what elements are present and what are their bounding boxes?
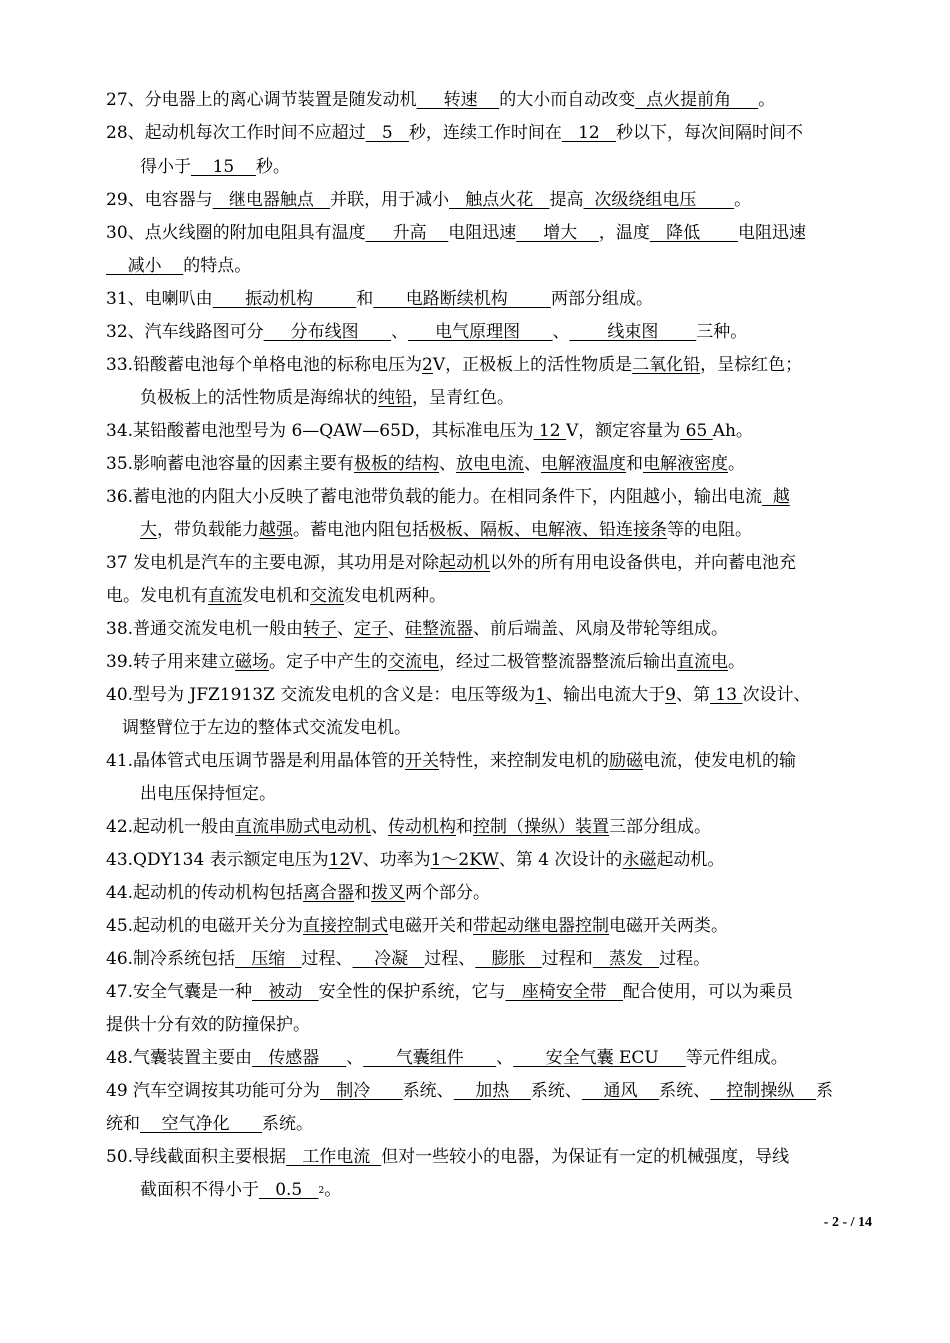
text-segment: 47.安全气囊是一种 [106, 982, 253, 1002]
answer-blank: 座椅安全带 [505, 982, 623, 1002]
text-segment: 和 [456, 817, 474, 837]
answer-blank: 拨叉 [371, 883, 406, 903]
text-segment: 配合使用，可以为乘员 [622, 982, 793, 1002]
text-segment: ，温度 [598, 223, 650, 243]
text-line [0, 584, 950, 608]
text-segment: 秒以下，每次间隔时间不 [615, 123, 803, 143]
text-segment: 调整臂位于左边的整体式交流发电机。 [122, 718, 411, 738]
text-segment: 系统。 [262, 1114, 314, 1134]
text-line [0, 1178, 950, 1202]
text-segment: 次设计、 [742, 685, 811, 705]
answer-blank: 直流串励式电动机 [235, 817, 372, 837]
text-segment: 。 [728, 454, 746, 474]
answer-blank: 硅整流器 [405, 619, 474, 639]
text-segment: ，呈青红色。 [412, 388, 514, 408]
text-segment: 。定子中产生的 [269, 652, 389, 672]
text-segment: 过程。 [659, 949, 711, 969]
answer-blank: 气囊组件 [363, 1048, 497, 1068]
text-segment: 安全性的保护系统，它与 [318, 982, 506, 1002]
answer-blank: 冷凝 [352, 949, 425, 969]
text-segment: 。 [734, 190, 752, 210]
text-segment: 电。发电机有 [106, 586, 208, 606]
text-segment: 等元件组成。 [685, 1048, 788, 1068]
text-line [0, 254, 950, 278]
text-segment: 三种。 [696, 322, 748, 342]
answer-blank: 永磁 [622, 850, 657, 870]
text-segment: 两部分组成。 [550, 289, 653, 309]
text-line [0, 1013, 950, 1037]
answer-blank: 通风 [581, 1081, 660, 1101]
text-segment: 29、电容器与 [106, 190, 213, 210]
answer-blank: 二氧化铅 [632, 355, 701, 375]
answer-blank: 电气原理图 [408, 322, 553, 342]
text-segment: ，经过二极管整流器整流后输出 [439, 652, 678, 672]
text-segment: 41.晶体管式电压调节器是利用晶体管的 [106, 751, 406, 771]
text-segment: 系 [815, 1081, 833, 1101]
text-line [0, 386, 950, 410]
text-line [0, 485, 950, 509]
text-segment: 特性，来控制发电机的 [439, 751, 610, 771]
answer-blank: 磁场 [235, 652, 270, 672]
text-segment: 44.起动机的传动机构包括 [106, 883, 304, 903]
answer-blank: 越 [762, 487, 790, 507]
answer-blank: 分布线图 [263, 322, 392, 342]
text-segment: 27、分电器上的离心调节装置是随发动机 [106, 90, 417, 110]
text-segment: 。 [758, 90, 776, 110]
text-segment: 系统、 [659, 1081, 711, 1101]
text-line [0, 617, 950, 641]
text-line [0, 881, 950, 905]
superscript: 2 [318, 1186, 325, 1196]
text-line [0, 353, 950, 377]
text-segment: 统和 [106, 1114, 140, 1134]
text-segment: 37 发电机是汽车的主要电源，其功用是对除 [106, 553, 440, 573]
text-segment: 和 [356, 289, 374, 309]
text-line [0, 980, 950, 1004]
answer-blank: 65 [680, 421, 713, 441]
text-line [0, 221, 950, 245]
answer-blank: 纯铅 [378, 388, 412, 408]
text-segment: 过程和 [541, 949, 593, 969]
text-segment: 秒。 [255, 157, 290, 177]
text-segment: 、 [388, 619, 406, 639]
text-segment: 和 [354, 883, 372, 903]
text-segment: 、第 4 次设计的 [498, 850, 623, 870]
answer-blank: 空气净化 [140, 1114, 263, 1134]
text-segment: 、 [496, 1048, 514, 1068]
text-segment: 49 汽车空调按其功能可分为 [106, 1081, 321, 1101]
text-line [0, 683, 950, 707]
text-segment: 以外的所有用电设备供电，并向蓄电池充 [490, 553, 797, 573]
text-segment: 系统、 [530, 1081, 582, 1101]
text-segment: 、 [371, 817, 389, 837]
answer-blank: 越强 [259, 520, 293, 540]
text-line [0, 716, 950, 740]
text-segment: 28、起动机每次工作时间不应超过 [106, 123, 366, 143]
answer-blank: 线束图 [569, 322, 697, 342]
text-segment: 电阻迅速 [737, 223, 806, 243]
text-segment: 35.影响蓄电池容量的因素主要有 [106, 454, 355, 474]
text-segment: 。 [324, 1180, 342, 1200]
text-segment: 、第 [676, 685, 710, 705]
answer-blank: 直流 [208, 586, 242, 606]
answer-blank: 次级绕组电压 [583, 190, 735, 210]
answer-blank: 5 [365, 123, 409, 143]
answer-blank: 点火提前角 [635, 90, 759, 110]
answer-blank: 蒸发 [592, 949, 660, 969]
text-line [0, 1079, 950, 1103]
text-line [0, 188, 950, 212]
text-line [0, 1145, 950, 1169]
text-segment: 负极板上的活性物质是海绵状的 [140, 388, 378, 408]
text-line [0, 452, 950, 476]
page-number: - 2 - / 14 [823, 1215, 872, 1230]
text-segment: 30、点火线圈的附加电阻具有温度 [106, 223, 366, 243]
answer-blank: 压缩 [235, 949, 302, 969]
answer-blank: 升高 [365, 223, 449, 243]
text-segment: V、功率为 [350, 850, 431, 870]
answer-blank: 15 [191, 157, 256, 177]
answer-blank: 工作电流 [286, 1147, 382, 1167]
text-line [0, 1112, 950, 1136]
answer-blank: 降低 [649, 223, 738, 243]
text-segment: 。蓄电池内阻包括 [293, 520, 429, 540]
answer-blank: 电解液密度 [643, 454, 729, 474]
text-segment: 的大小而自动改变 [499, 90, 636, 110]
text-segment: 48.气囊装置主要由 [106, 1048, 253, 1068]
text-segment: 发电机两种。 [344, 586, 446, 606]
answer-blank: 电路断续机构 [373, 289, 551, 309]
text-segment: 的特点。 [183, 256, 252, 276]
text-line [0, 287, 950, 311]
text-segment: 50.导线截面积主要根据 [106, 1147, 287, 1167]
answer-blank: 转子 [303, 619, 338, 639]
answer-blank: 交流电 [388, 652, 440, 672]
answer-blank: 被动 [252, 982, 319, 1002]
text-segment: 40.型号为 JFZ1913Z 交流发电机的含义是：电压等级为 [106, 685, 536, 705]
text-segment: 、 [346, 1048, 364, 1068]
answer-blank: 安全气囊 ECU [513, 1048, 686, 1068]
text-line [0, 848, 950, 872]
text-segment: 、 [439, 454, 457, 474]
answer-blank: 增大 [516, 223, 599, 243]
text-line [0, 947, 950, 971]
text-segment: 38.普通交流发电机一般由 [106, 619, 304, 639]
answer-blank: 定子 [354, 619, 389, 639]
text-segment: 和 [626, 454, 644, 474]
text-segment: 34.某铅酸蓄电池型号为 6—QAW—65D，其标准电压为 [106, 421, 534, 441]
answer-blank: 12 [533, 421, 566, 441]
answer-blank: 开关 [405, 751, 440, 771]
text-segment: 起动机。 [656, 850, 725, 870]
text-segment: 但对一些较小的电器，为保证有一定的机械强度，导线 [381, 1147, 790, 1167]
answer-blank: 继电器触点 [212, 190, 331, 210]
answer-blank: 12 [561, 123, 616, 143]
text-line [0, 815, 950, 839]
text-segment: 并联，用于减小 [330, 190, 450, 210]
answer-blank: 起动机 [439, 553, 491, 573]
answer-blank: 放电电流 [456, 454, 525, 474]
text-segment: 截面积不得小于 [140, 1180, 259, 1200]
answer-blank: 转速 [416, 90, 500, 110]
answer-blank: 直接控制式 [303, 916, 389, 936]
text-segment: 36.蓄电池的内阻大小反映了蓄电池带负载的能力。在相同条件下，内阻越小，输出电流 [106, 487, 763, 507]
text-segment: 过程、 [301, 949, 353, 969]
text-line [0, 155, 950, 179]
text-segment: 提供十分有效的防撞保护。 [106, 1015, 310, 1035]
answer-blank: 1～2KW [430, 850, 499, 870]
text-segment: V，额定容量为 [565, 421, 681, 441]
answer-blank: 传感器 [252, 1048, 347, 1068]
text-segment: 、前后端盖、风扇及带轮等组成。 [473, 619, 729, 639]
text-line [0, 1046, 950, 1070]
text-segment: 、 [337, 619, 355, 639]
answer-blank: 12 [328, 850, 351, 870]
text-segment: Ah。 [712, 421, 753, 441]
text-segment: ，带负载能力 [157, 520, 259, 540]
answer-blank: 控制（操纵）装置 [473, 817, 610, 837]
answer-blank: 膨胀 [475, 949, 542, 969]
text-line [0, 518, 950, 542]
answer-blank: 离合器 [303, 883, 355, 903]
text-segment: 秒，连续工作时间在 [408, 123, 562, 143]
text-segment: 31、电喇叭由 [106, 289, 213, 309]
text-segment: 42.起动机一般由 [106, 817, 236, 837]
answer-blank: 1 [535, 685, 547, 705]
text-line [0, 320, 950, 344]
text-segment: 45.起动机的电磁开关分为 [106, 916, 304, 936]
text-segment: 46.制冷系统包括 [106, 949, 236, 969]
text-segment: 33.铅酸蓄电池每个单格电池的标称电压为 [106, 355, 423, 375]
text-segment: V，正极板上的活性物质是 [432, 355, 633, 375]
text-line [0, 88, 950, 112]
text-segment: 电磁开关和 [388, 916, 474, 936]
text-segment: 发电机和 [242, 586, 310, 606]
text-segment: 等的电阻。 [667, 520, 752, 540]
text-segment: 三部分组成。 [609, 817, 712, 837]
answer-blank: 0.5 [259, 1180, 319, 1200]
text-segment: 。 [728, 652, 746, 672]
answer-blank: 2 [422, 355, 433, 375]
text-segment: 、 [524, 454, 542, 474]
answer-blank: 13 [710, 685, 743, 705]
text-segment: 电阻迅速 [448, 223, 517, 243]
text-line [0, 121, 950, 145]
text-segment: 得小于 [140, 157, 191, 177]
text-segment: 43.QDY134 表示额定电压为 [106, 850, 329, 870]
text-line [0, 749, 950, 773]
answer-blank: 电解液温度 [541, 454, 627, 474]
answer-blank: 9 [665, 685, 676, 705]
text-segment: 出电压保持恒定。 [140, 784, 276, 804]
answer-blank: 大 [140, 520, 157, 540]
text-line [0, 782, 950, 806]
answer-blank: 触点火花 [449, 190, 550, 210]
answer-blank: 振动机构 [212, 289, 357, 309]
text-segment: 过程、 [424, 949, 476, 969]
text-line [0, 650, 950, 674]
text-segment: 系统、 [402, 1081, 454, 1101]
text-segment: 、 [391, 322, 409, 342]
answer-blank: 减小 [106, 256, 184, 276]
answer-blank: 加热 [453, 1081, 531, 1101]
answer-blank: 控制操纵 [710, 1081, 816, 1101]
text-segment: 39.转子用来建立 [106, 652, 236, 672]
text-segment: 、输出电流大于 [546, 685, 666, 705]
text-line [0, 419, 950, 443]
text-line [0, 551, 950, 575]
answer-blank: 极板、隔板、电解液、铅连接条 [429, 520, 667, 540]
text-segment: 、 [552, 322, 570, 342]
answer-blank: 传动机构 [388, 817, 457, 837]
answer-blank: 制冷 [320, 1081, 403, 1101]
answer-blank: 带起动继电器控制 [473, 916, 610, 936]
answer-blank: 直流电 [677, 652, 729, 672]
text-segment: 电流，使发电机的输 [643, 751, 797, 771]
text-segment: 两个部分。 [405, 883, 491, 903]
answer-blank: 极板的结构 [354, 454, 440, 474]
text-segment: 32、汽车线路图可分 [106, 322, 264, 342]
text-segment: 提高 [549, 190, 584, 210]
text-segment: 电磁开关两类。 [609, 916, 729, 936]
text-line [0, 914, 950, 938]
text-segment: ，呈棕红色； [700, 355, 803, 375]
answer-blank: 交流 [310, 586, 344, 606]
answer-blank: 励磁 [609, 751, 644, 771]
